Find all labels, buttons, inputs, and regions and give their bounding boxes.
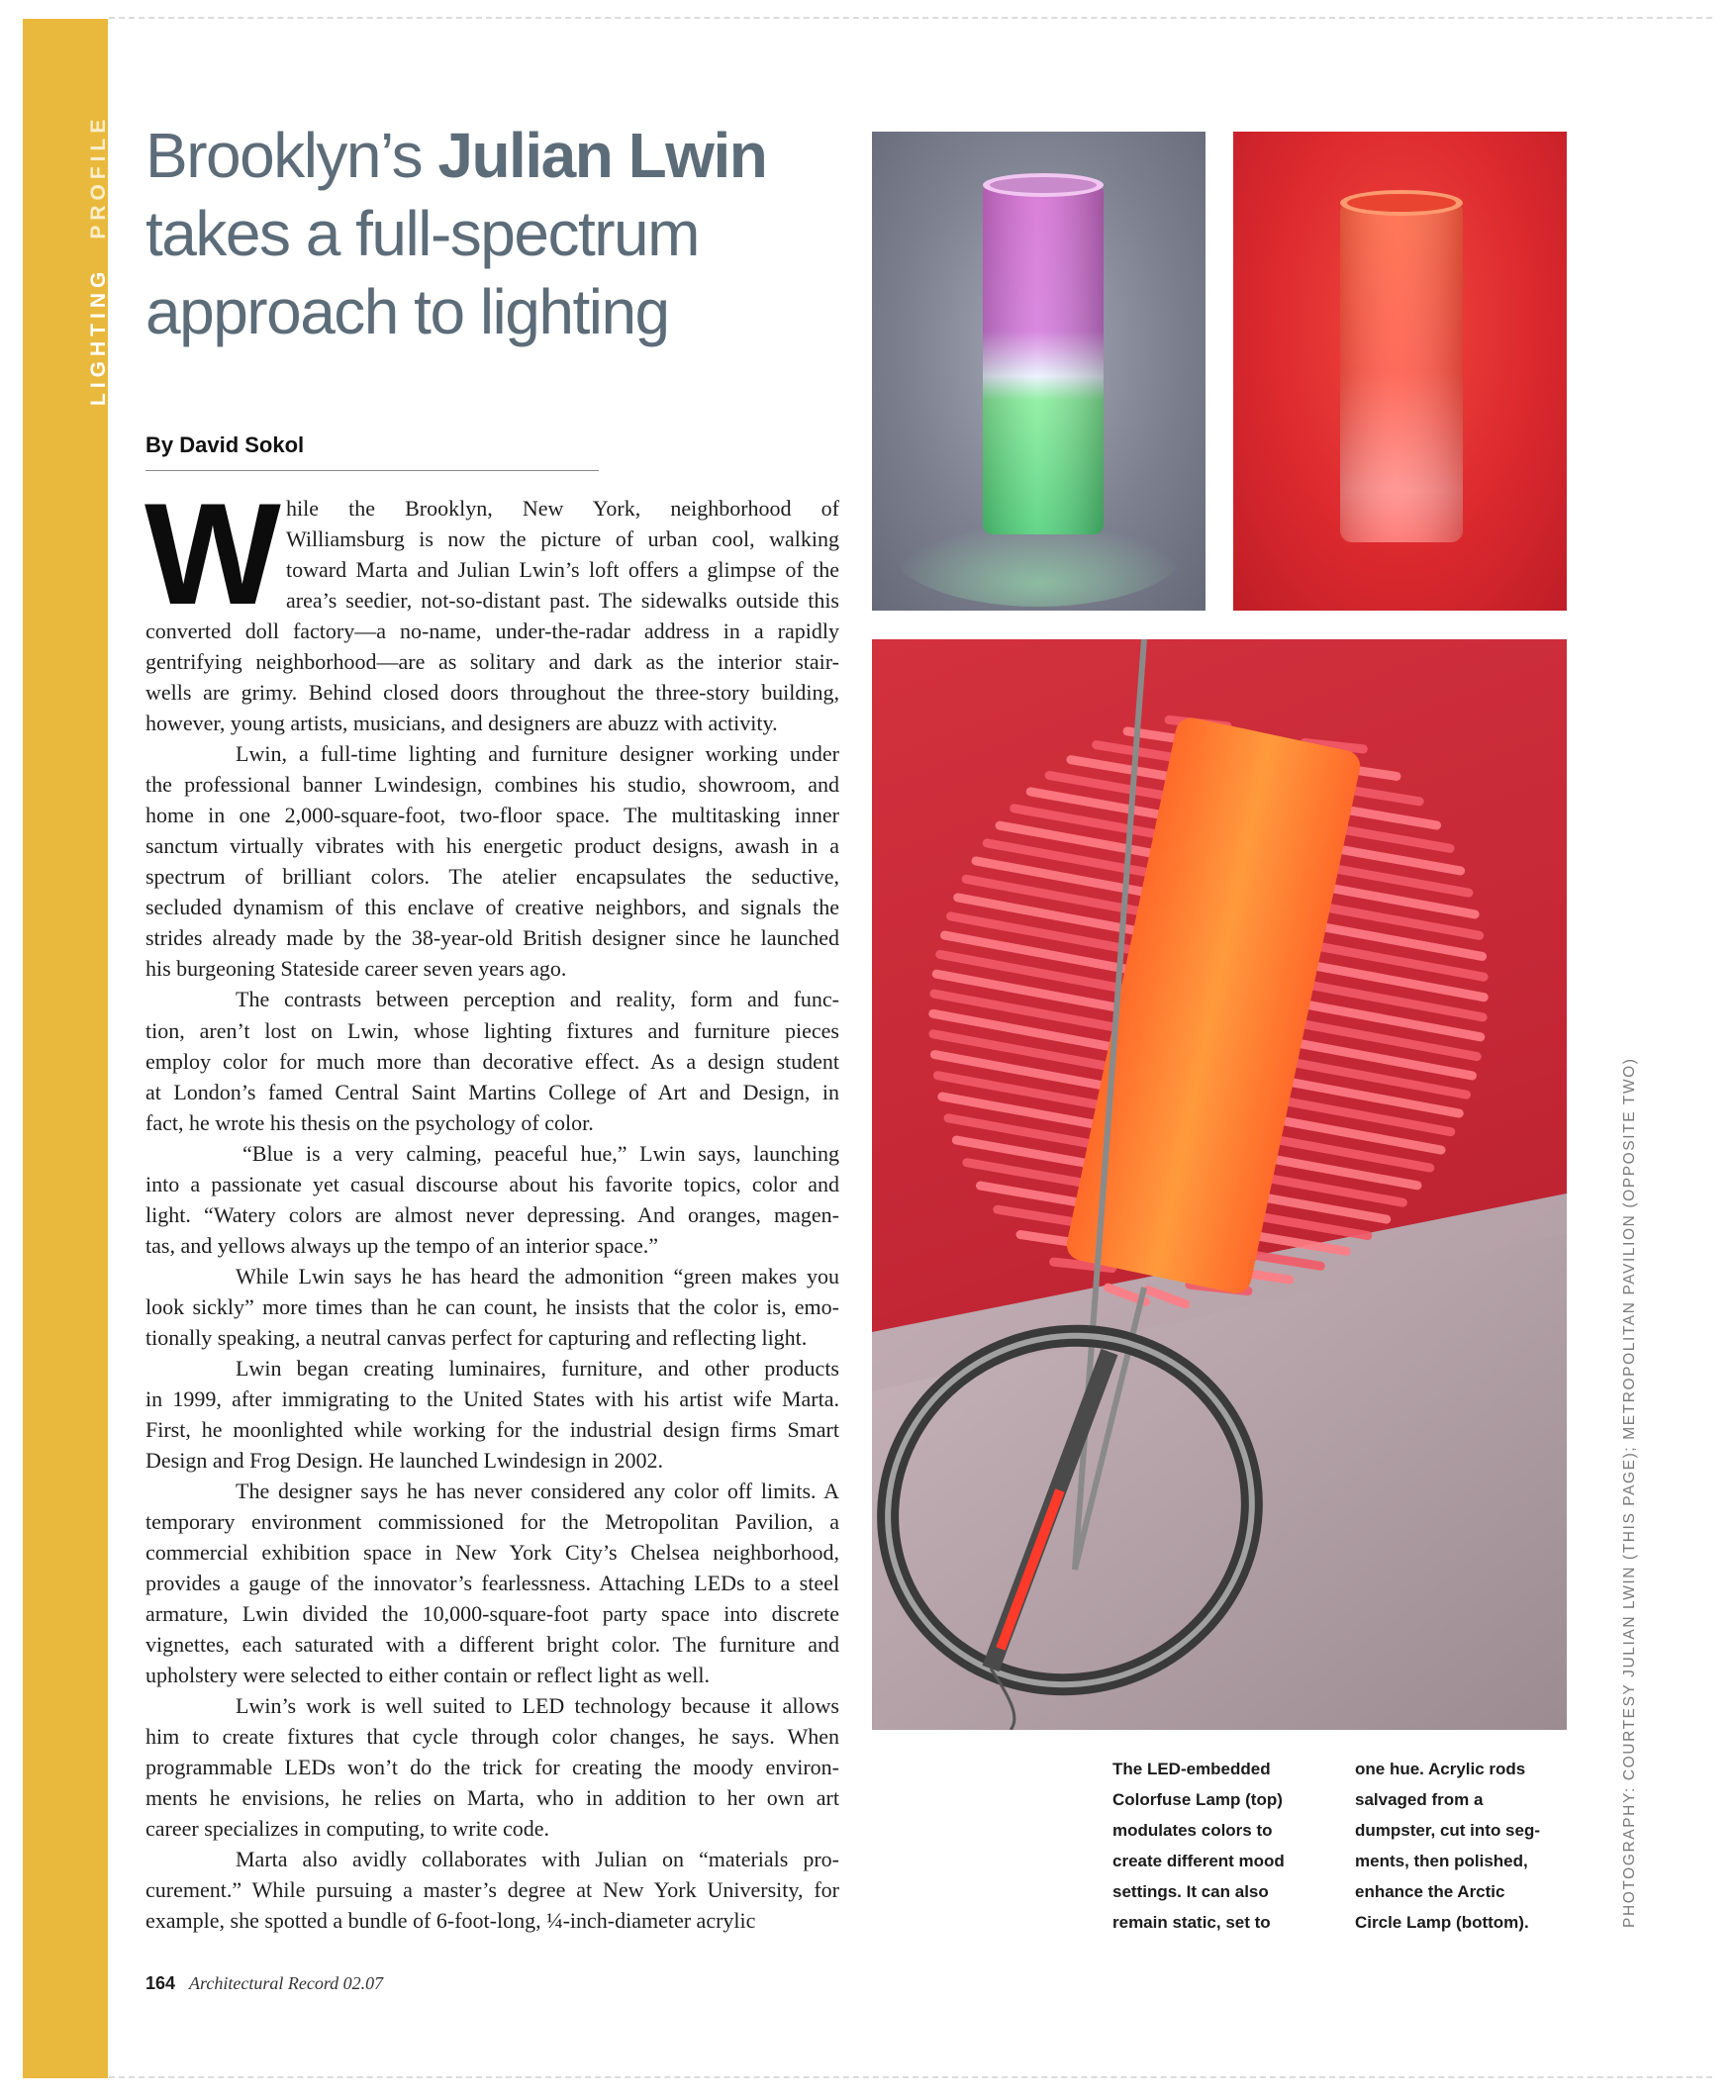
caption-line: modulates colors to — [1112, 1821, 1273, 1840]
headline-name: Julian Lwin — [437, 120, 767, 191]
body-line: Lwin began creating luminaires, furniture, and other products — [236, 1355, 839, 1381]
body-line: Lwin, a full-time lighting and furniture designer working under — [236, 741, 839, 767]
section-word-profile: PROFILE — [87, 114, 110, 239]
caption-line: The LED-embedded — [1112, 1760, 1271, 1778]
caption-line: enhance the Arctic — [1355, 1882, 1505, 1901]
section-word-lighting: LIGHTING — [87, 266, 110, 406]
headline-line-3: approach to lighting — [145, 276, 669, 347]
folio — [145, 1973, 383, 1994]
caption-colorfuse-lamp — [1112, 1754, 1285, 1938]
body-line: area’s seedier, not-so-distant past. The sidewalks outside this — [286, 588, 839, 614]
body-line: at London’s famed Central Saint Martins College of Art and Design, in — [145, 1079, 839, 1104]
magazine-issue: Architectural Record 02.07 — [189, 1973, 384, 1993]
body-line: tion, aren’t lost on Lwin, whose lighting fixtures and furniture pieces — [145, 1017, 839, 1043]
caption-line: Circle Lamp (bottom). — [1355, 1913, 1529, 1932]
caption-line: create different mood — [1112, 1852, 1285, 1870]
colorfuse-lamp-red-photo — [1233, 132, 1567, 611]
body-line: upholstery were selected to either contain or reflect light as well. — [145, 1663, 710, 1688]
body-line: into a passionate yet casual discourse about his favorite topics, color and — [145, 1171, 839, 1196]
byline: By David Sokol — [145, 432, 305, 457]
caption-arctic-circle-lamp — [1355, 1754, 1540, 1938]
body-line: tionally speaking, a neutral canvas perfect for capturing and reflecting light. — [145, 1324, 808, 1350]
caption-line: one hue. Acrylic rods — [1355, 1760, 1526, 1778]
body-line: career specializes in computing, to write code. — [145, 1816, 550, 1842]
body-line: strides already made by the 38-year-old British designer since he launched — [145, 925, 839, 951]
colorfuse-lamp-pink-green-photo — [872, 132, 1206, 611]
body-line: First, he moonlighted while working for the industrial design firms Smart — [145, 1416, 839, 1442]
body-line: Marta also avidly collaborates with Julian on “materials pro- — [236, 1847, 839, 1872]
body-line: ments he envisions, he relies on Marta, who in addition to her own art — [145, 1785, 839, 1811]
body-line: his burgeoning Stateside career seven years ago. — [145, 956, 567, 982]
body-line: in 1999, after immigrating to the United States with his artist wife Marta. — [145, 1385, 839, 1411]
body-line: however, young artists, musicians, and designers are abuzz with activity. — [145, 711, 778, 736]
body-line: hile the Brooklyn, New York, neighborhood of — [286, 496, 839, 521]
caption-line: remain static, set to — [1112, 1913, 1271, 1932]
body-line: provides a gauge of the innovator’s fearlessness. Attaching LEDs to a steel — [145, 1571, 839, 1596]
caption-line: ments, then polished, — [1355, 1852, 1528, 1870]
headline — [145, 117, 858, 351]
body-line: curement.” While pursuing a master’s degree at New York University, for — [145, 1877, 839, 1903]
body-line: home in one 2,000-square-foot, two-floor space. The multitasking inner — [145, 803, 839, 828]
photo-credit: PHOTOGRAPHY: COURTESY JULIAN LWIN (THIS PAGE); METROPOLITAN PAVILION (OPPOSITE TWO) — [1621, 1057, 1638, 1928]
body-line: tas, and yellows always up the tempo of an interior space.” — [145, 1232, 659, 1258]
page-number: 164 — [145, 1973, 176, 1993]
body-line: programmable LEDs won’t do the trick for creating the moody environ- — [145, 1755, 839, 1780]
body-line: employ color for much more than decorative effect. As a design student — [145, 1048, 839, 1074]
top-dashed-rule — [109, 17, 1712, 19]
body-line: “Blue is a very calming, peaceful hue,” Lwin says, launching — [242, 1140, 839, 1166]
body-line: example, she spotted a bundle of 6-foot-long, ¼-inch-diameter acrylic — [145, 1908, 756, 1934]
body-line: Williamsburg is now the picture of urban cool, walking — [286, 526, 839, 552]
body-line: commercial exhibition space in New York City’s Chelsea neighborhood, — [145, 1540, 839, 1566]
body-line: The designer says he has never considered any color off limits. A — [236, 1478, 839, 1503]
body-line: look sickly” more times than he can count, he insists that the color is, emo- — [145, 1293, 839, 1319]
byline-rule — [145, 470, 599, 471]
body-line: While Lwin says he has heard the admonition “green makes you — [236, 1263, 839, 1289]
arctic-circle-lamp-photo — [872, 639, 1567, 1730]
drop-cap: W — [145, 473, 277, 634]
bottom-dashed-rule — [109, 2076, 1712, 2078]
body-line: The contrasts between perception and reality, form and func- — [236, 987, 839, 1012]
body-line: wells are grimy. Behind closed doors throughout the three-story building, — [145, 680, 839, 706]
body-line: Design and Frog Design. He launched Lwindesign in 2002. — [145, 1447, 664, 1473]
body-line: toward Marta and Julian Lwin’s loft offers a glimpse of the — [286, 557, 839, 583]
body-line: the professional banner Lwindesign, combines his studio, showroom, and — [145, 772, 839, 798]
body-line: gentrifying neighborhood—are as solitary and dark as the interior stair- — [145, 649, 839, 675]
body-line: light. “Watery colors are almost never depressing. And oranges, magen- — [145, 1201, 839, 1227]
body-line: converted doll factory—a no-name, under-the-radar address in a rapidly — [145, 619, 839, 644]
body-line: temporary environment commissioned for the Metropolitan Pavilion, a — [145, 1508, 839, 1534]
caption-line: Colorfuse Lamp (top) — [1112, 1790, 1283, 1809]
caption-line: salvaged from a — [1355, 1790, 1484, 1809]
body-line: armature, Lwin divided the 10,000-square-foot party space into discrete — [145, 1601, 839, 1627]
section-label — [87, 115, 111, 406]
caption-line: settings. It can also — [1112, 1882, 1269, 1901]
caption-line: dumpster, cut into seg- — [1355, 1821, 1541, 1840]
body-line: spectrum of brilliant colors. The atelier encapsulates the seductive, — [145, 864, 839, 890]
body-line: Lwin’s work is well suited to LED technology because it allows — [236, 1693, 839, 1719]
body-line: secluded dynamism of this enclave of creative neighbors, and signals the — [145, 895, 839, 920]
headline-pre: Brooklyn’s — [145, 120, 438, 191]
headline-line-2: takes a full-spectrum — [145, 198, 699, 269]
body-line: vignettes, each saturated with a different bright color. The furniture and — [145, 1632, 839, 1658]
body-line: fact, he wrote his thesis on the psychology of color. — [145, 1109, 594, 1135]
body-line: him to create fixtures that cycle through color changes, he says. When — [145, 1724, 839, 1750]
body-line: sanctum virtually vibrates with his energetic product designs, awash in a — [145, 833, 839, 859]
